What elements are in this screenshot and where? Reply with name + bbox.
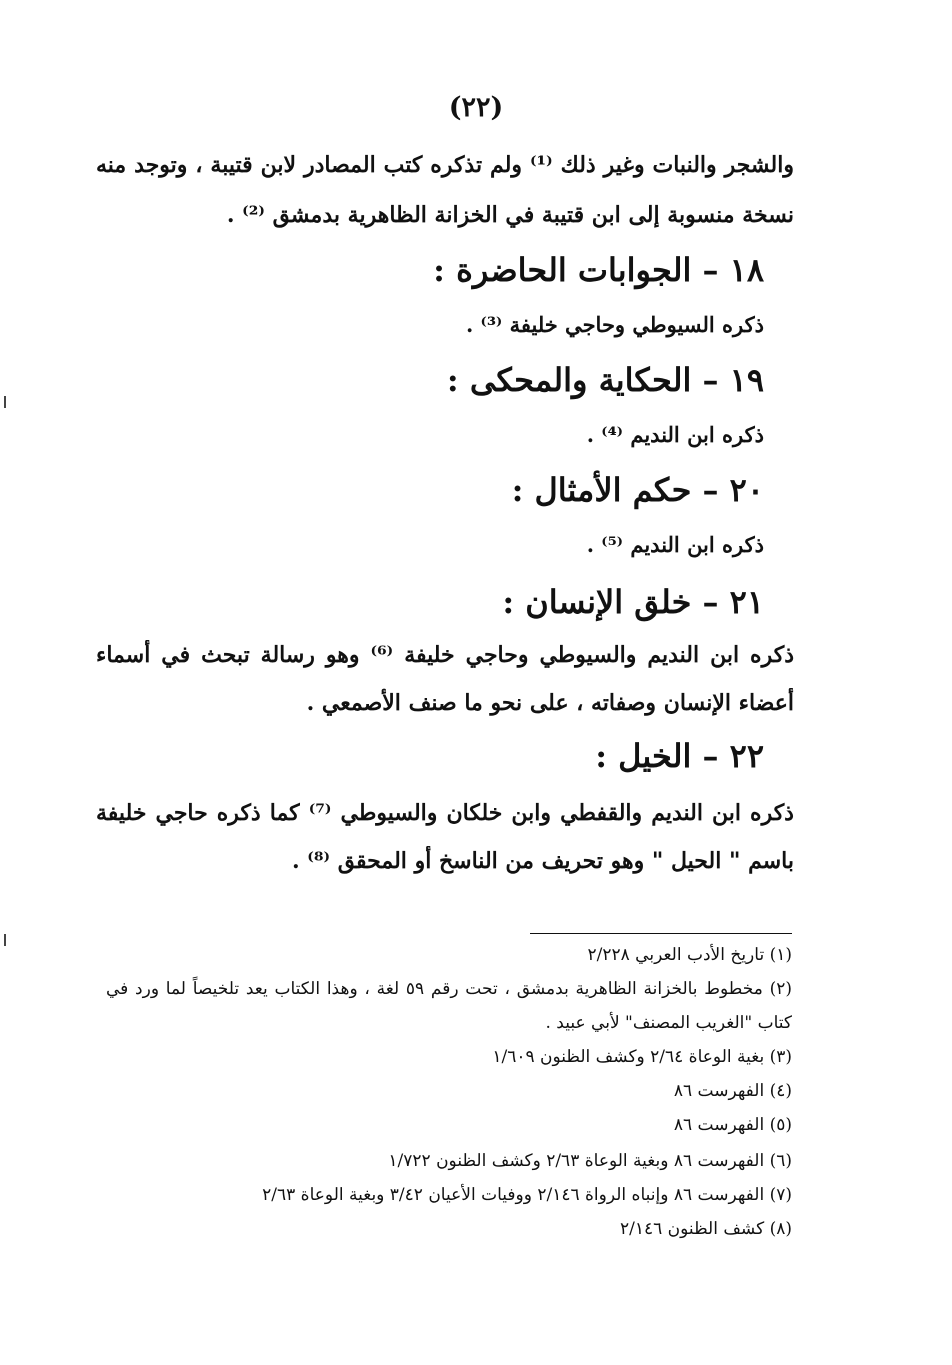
footnote-1: (١) تاريخ الأدب العربي ٢/٢٢٨: [587, 945, 792, 965]
footnote-2-line-2: كتاب "الغريب المصنف" لأبي عبيد .: [545, 1013, 792, 1033]
section-heading-20: ٢٠ – حكم الأمثال :: [511, 471, 764, 509]
page-number: (٢٢): [448, 92, 504, 123]
section-heading-19: ١٩ – الحكاية والمحكى :: [446, 361, 764, 399]
footnote-5: (٥) الفهرست ٨٦: [673, 1115, 792, 1135]
section-text-22-line-1: ذكره ابن النديم والقفطي وابن خلكان والسيوطي ⁽⁷⁾ كما ذكره حاجي خليفة: [96, 800, 794, 826]
footnote-3: (٣) بغية الوعاة ٢/٦٤ وكشف الظنون ١/٦٠٩: [492, 1047, 792, 1067]
scan-mark: [4, 396, 6, 408]
section-heading-22: ٢٢ – الخيل :: [595, 737, 764, 775]
intro-line-2: نسخة منسوبة إلى ابن قتيبة في الخزانة الظاهرية بدمشق ⁽²⁾ .: [226, 202, 794, 228]
section-heading-21: ٢١ – خلق الإنسان :: [502, 583, 764, 621]
section-text-20: ذكره ابن النديم ⁽⁵⁾ .: [586, 532, 764, 557]
intro-line-1: والشجر والنبات وغير ذلك ⁽¹⁾ ولم تذكره كتب المصادر لابن قتيبة ، وتوجد منه: [96, 152, 794, 178]
section-text-21-line-2: أعضاء الإنسان وصفاته ، على نحو ما صنف الأصمعي .: [306, 690, 794, 716]
section-text-18: ذكره السيوطي وحاجي خليفة ⁽³⁾ .: [465, 312, 764, 337]
footnote-4: (٤) الفهرست ٨٦: [673, 1081, 792, 1101]
footnote-6: (٦) الفهرست ٨٦ وبغية الوعاة ٢/٦٣ وكشف الظنون ١/٧٢٢: [388, 1151, 792, 1171]
section-heading-18: ١٨ – الجوابات الحاضرة :: [433, 251, 764, 289]
footnote-separator: [530, 933, 792, 934]
section-text-22-line-2: باسم " الحيل " وهو تحريف من الناسخ أو المحقق ⁽⁸⁾ .: [291, 848, 794, 874]
section-text-21-line-1: ذكره ابن النديم والسيوطي وحاجي خليفة ⁽⁶⁾ وهو رسالة تبحث في أسماء: [96, 642, 794, 668]
footnote-2-line-1: (٢) مخطوط بالخزانة الظاهرية بدمشق ، تحت رقم ٥٩ لغة ، وهذا الكتاب يعد تلخيصاً لما ورد في: [106, 979, 792, 999]
section-text-19: ذكره ابن النديم ⁽⁴⁾ .: [586, 422, 764, 447]
scan-mark: [4, 934, 6, 946]
footnote-8: (٨) كشف الظنون ٢/١٤٦: [620, 1219, 792, 1239]
footnote-7: (٧) الفهرست ٨٦ وإنباه الرواة ٢/١٤٦ ووفيات الأعيان ٣/٤٢ وبغية الوعاة ٢/٦٣: [262, 1185, 792, 1205]
